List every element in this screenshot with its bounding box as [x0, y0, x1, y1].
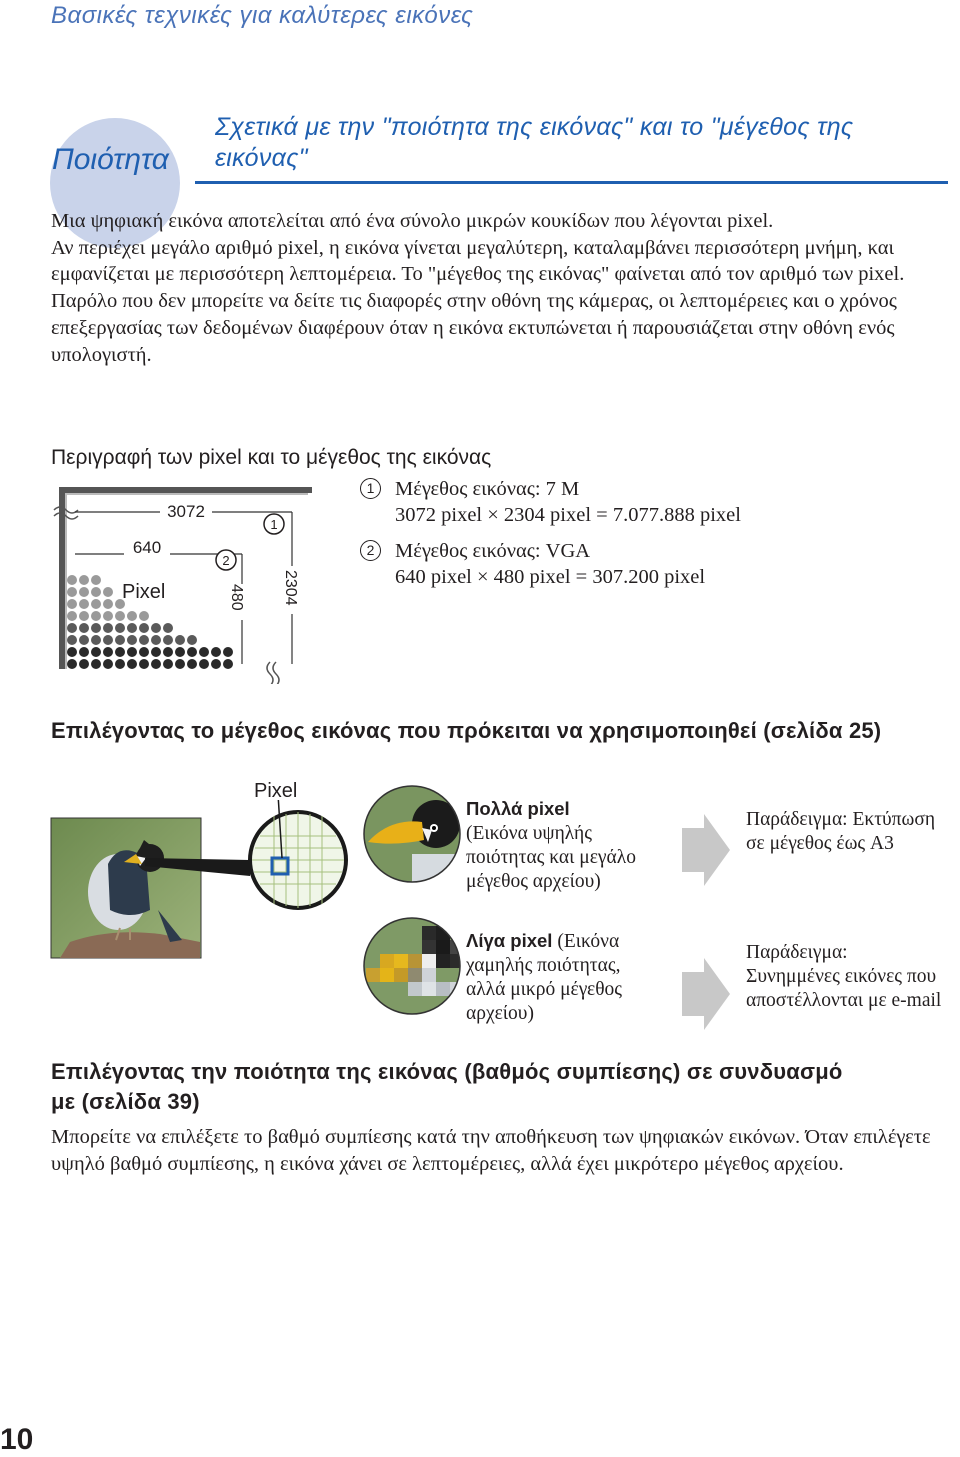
label-480: 480: [228, 584, 245, 611]
arrow-right-icon: [682, 958, 732, 1030]
label-640: 640: [132, 538, 162, 557]
many-pixels-text: [466, 797, 656, 894]
few-pixels-title: Λίγα pixel: [466, 930, 553, 951]
example-print: Παράδειγμα: Εκτύπωση σε μέγεθος έως A3: [746, 809, 936, 854]
intro-text: [51, 208, 941, 368]
label-3072: 3072: [167, 502, 205, 521]
number-2-icon: 2: [360, 540, 381, 561]
compression-heading: Επιλέγοντας την ποιότητα της εικόνας (βαθμός συμπίεσης) σε συνδυασμό με (σελίδα 39): [51, 1059, 843, 1114]
intro-paragraph-1: Μια ψηφιακή εικόνα αποτελείται από ένα σύνολο μικρών κουκίδων που λέγονται pixel.: [51, 210, 774, 232]
size-item-1: [360, 476, 741, 528]
page-number: 10: [0, 1423, 34, 1456]
many-pixels-title: Πολλά pixel: [466, 798, 570, 819]
page-header-title: Βασικές τεχνικές για καλύτερες εικόνες: [51, 2, 474, 29]
size-item-2-title: Μέγεθος εικόνας: VGA: [395, 540, 591, 562]
high-res-crop-image: [362, 784, 462, 884]
section-rule: [195, 181, 948, 184]
example-email: Παράδειγμα: Συνημμένες εικόνες που αποστέλλονται με e-mail: [746, 942, 942, 1011]
bird-photo: [50, 800, 380, 970]
many-pixels-description: (Εικόνα υψηλής ποιότητας και μεγάλο μέγεθος αρχείου): [466, 823, 636, 892]
number-1-icon: 1: [360, 478, 381, 499]
marker-1: 1: [270, 517, 278, 532]
few-pixels-text: [466, 929, 656, 1026]
section-title: Σχετικά με την "ποιότητα της εικόνας" και το "μέγεθος της εικόνας": [215, 113, 854, 172]
marker-2: 2: [222, 553, 230, 568]
size-item-1-title: Μέγεθος εικόνας: 7 M: [395, 478, 580, 500]
label-pixel: Pixel: [122, 581, 166, 603]
few-pixels-description: (Εικόνα χαμηλής ποιότητας, αλλά μικρό μέγεθος αρχείου): [466, 931, 623, 1024]
size-item-2-calc: 640 pixel × 480 pixel = 307.200 pixel: [395, 566, 706, 588]
select-size-heading: Επιλέγοντας το μέγεθος εικόνας που πρόκειται να χρησιμοποιηθεί (σελίδα 25): [51, 718, 882, 743]
arrow-right-icon: [682, 814, 732, 886]
label-2304: 2304: [282, 570, 299, 606]
compression-body: Μπορείτε να επιλέξετε το βαθμό συμπίεσης κατά την αποθήκευση των ψηφιακών εικόνων. Όταν επιλέγετε υψηλό βαθμό συμπίεσης, η εικόνα χάνει σε λεπτομέρειες, αλλά έχει μικρότερο μέγεθος αρχείου.: [51, 1126, 931, 1175]
size-item-1-calc: 3072 pixel × 2304 pixel = 7.077.888 pixel: [395, 504, 741, 526]
low-res-crop-image: [362, 916, 462, 1016]
diagram-heading: Περιγραφή των pixel και το μέγεθος της εικόνας: [51, 446, 492, 469]
pixel-size-diagram: [50, 484, 320, 684]
section-label: Ποιότητα: [52, 143, 169, 176]
intro-paragraph-2: Αν περιέχει μεγάλο αριθμό pixel, η εικόνα γίνεται μεγαλύτερη, καταλαμβάνει περισσότερη μνήμη, και εμφανίζεται με περισσότερη λεπτομέρεια. Το "μέγεθος της εικόνας" φαίνεται από τον αριθμό των pixel. Παρόλο που δεν μπορείτε να δείτε τις διαφορές στην οθόνη της κάμερας, οι λεπτομέρειες και ο χρόνος επεξεργασίας των δεδομένων διαφέρουν όταν η εικόνα εκτυπώνεται ή παρουσιάζεται στην οθόνη ενός υπολογιστή.: [51, 236, 905, 366]
size-item-2: [360, 538, 705, 590]
pixel-label: Pixel: [254, 780, 298, 802]
